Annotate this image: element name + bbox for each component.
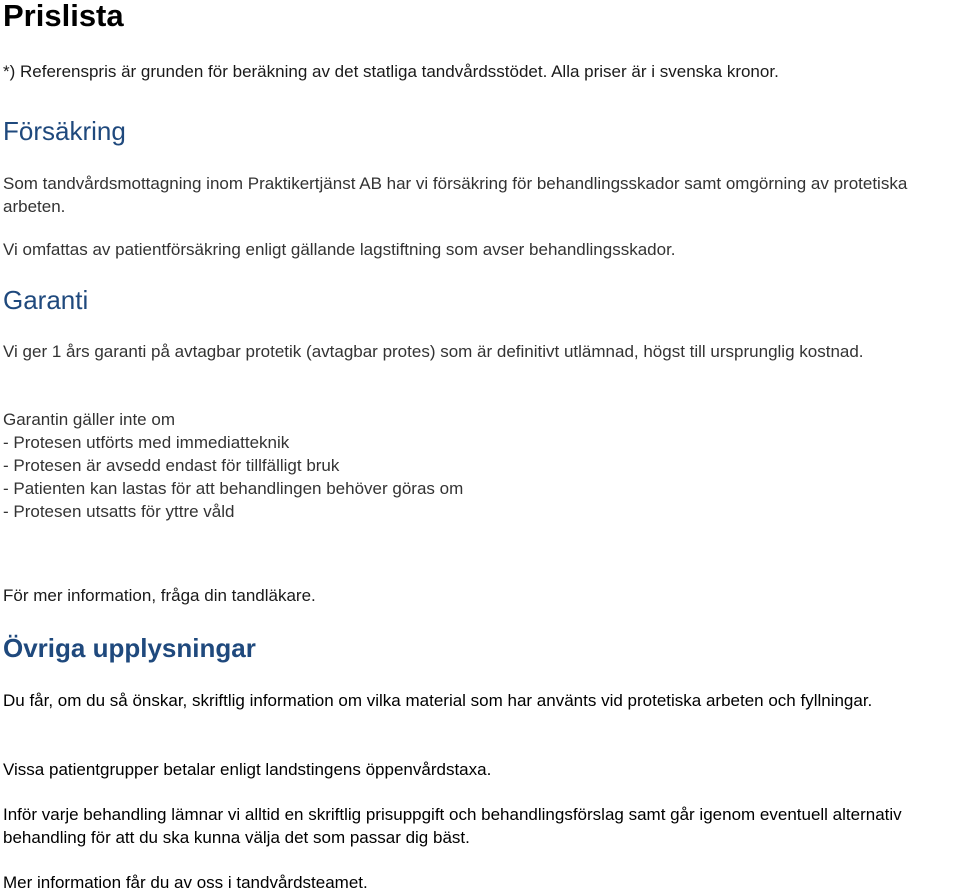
warranty-more-info: För mer information, fråga din tandläkare.	[3, 586, 316, 605]
insurance-paragraph-2: Vi omfattas av patientförsäkring enligt gällande lagstiftning som avser behandlingsskador.	[3, 240, 676, 259]
page-title: Prislista	[3, 0, 124, 33]
warranty-paragraph-1: Vi ger 1 års garanti på avtagbar protetik (avtagbar protes) som är definitivt utlämnad, högst till ursprunglig kostnad.	[3, 342, 864, 361]
insurance-paragraph-1: Som tandvårdsmottagning inom Praktikertjänst AB har vi försäkring för behandlingsskador samt omgörning av protetiska arbeten.	[3, 174, 908, 216]
warranty-exception-item: - Protesen är avsedd endast för tillfälligt bruk	[3, 456, 340, 475]
insurance-heading: Försäkring	[3, 116, 126, 146]
warranty-exceptions	[3, 408, 956, 523]
other-info-paragraph-1: Du får, om du så önskar, skriftlig information om vilka material som har använts vid protetiska arbeten och fyllningar.	[3, 691, 873, 710]
other-info-paragraph-3: Inför varje behandling lämnar vi alltid en skriftlig prisuppgift och behandlingsförslag samt går igenom eventuell alternativ behandling för att du ska kunna välja det som passar dig bäst.	[3, 805, 902, 847]
warranty-exception-item: - Protesen utsatts för yttre våld	[3, 502, 235, 521]
warranty-exception-item: - Protesen utförts med immediatteknik	[3, 433, 290, 452]
warranty-exceptions-intro: Garantin gäller inte om	[3, 410, 175, 429]
warranty-exception-item: - Patienten kan lastas för att behandlingen behöver göras om	[3, 479, 464, 498]
other-info-paragraph-2: Vissa patientgrupper betalar enligt landstingens öppenvårdstaxa.	[3, 760, 492, 779]
other-info-paragraph-4: Mer information får du av oss i tandvårdsteamet.	[3, 873, 368, 892]
other-info-heading: Övriga upplysningar	[3, 633, 256, 663]
warranty-heading: Garanti	[3, 285, 89, 315]
reference-note: *) Referenspris är grunden för beräkning av det statliga tandvårdsstödet. Alla priser är i svenska kronor.	[3, 62, 779, 81]
